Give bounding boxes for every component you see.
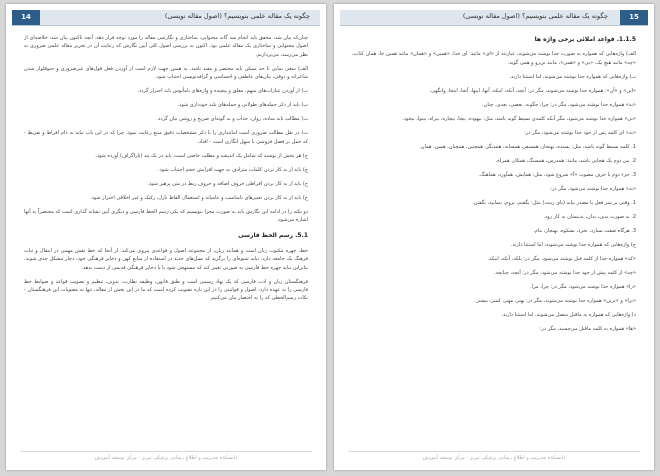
paragraph: 3. هرگاه صفت بسازد، بخرد، بشکوه، بهنجار، بنام.	[533, 227, 636, 234]
paragraph: «به» ای کلمه پس از خود جدا نوشته می‌شود، مگر در:	[524, 129, 636, 136]
paragraph: ج) هر بخش از نوشته که شامل یک اندیشه و مطلب خاصی است، باید در یک بند (پاراگراف) آورده شود.	[95, 152, 308, 159]
paragraph: دو نکته را در ادامه این نگارش باید به صورت مجزا بنویسیم که یکی رسم الخط فارسی و دیگری آیین نشانه گذاری است که مختصراً به آنها اشاره می‌شود.	[24, 208, 308, 224]
paragraph: خ) باید از به کار بردن تعبیرهای نامناسب و عامیانه و استعمال الفاظ نازل، رکیک و غیر اخلاقی احتراز شود.	[90, 194, 308, 201]
paragraph: «به» همواره جدا نوشته می‌شود، مگر در: چرا، چگونه، بعضی، بعدی، چنان.	[482, 101, 636, 108]
paragraph: ت) مطالب باید ساده، روان، جذاب و به گونه‌ای صریح و روشن بیان گردد.	[156, 116, 308, 123]
paragraph: «این» و «آن»: همواره جدا نوشته می‌شوند، مگر در: آنچه، آنکه، اینکه، آنها، اینها، آنجا، اینجا، وانگهی.	[429, 87, 636, 94]
paragraph: 2. بین دوم یک هجایی باشد، مانند: همدرس، همسنگ، همکار، همراه.	[495, 157, 636, 164]
page-header	[340, 10, 648, 26]
page-header	[12, 10, 320, 26]
paragraph: 1. وقتی بر سر فعل یا مصدر بیاید (بای زینت) مثل: بگفتم، بروم، بنمایید، بگفتن.	[472, 199, 636, 206]
paragraph: «ها» همواره به کلمه ماقبل می‌چسبد، مگر در:	[539, 325, 636, 332]
paragraph: ح) باید از به کار بردن افراطی حروف اضافه و حروف ربط در متن پرهیز شود.	[147, 180, 308, 187]
paragraph: ج) واژه‌هایی که همواره جدا نوشته می‌شوند، اما استثنا دارند.	[510, 241, 636, 248]
paragraph: چ) باید از به کار بردن کلمات مترادف به جهت افزایش حجم اجتناب شود.	[158, 166, 308, 173]
paragraph: 2. به صورت بدین، بدان، بدینسان به کار رود.	[543, 213, 636, 220]
page-footer: دانشکده مدیریت و اطلاع رسانی پزشکی تبریز - مرکز توسعه آموزش	[348, 451, 640, 464]
paragraph: چنان‌که بیان شد، محقق باید انجام سه گانه محتوایی، ساختاری و نگارشی مقاله را مورد توجه قرار دهد. آنچه تاکنون بیان شد، خلاصه‌ای از اصول محتوایی و ساختاری یک مقاله علمی بود. اکنون به بررسی اصول کلی آیین نگارش که رعایت آن در تحریر مقاله علمی ضروری به نظر می‌رسد، می‌پردازیم.	[24, 35, 308, 58]
right-page	[334, 4, 654, 470]
paragraph: 3. جزء دوم با حرف مصوت «آ» شروع شود، مثل: همایش، همآورد، هماهنگ.	[478, 171, 636, 178]
page-content	[352, 34, 636, 444]
paragraph: «بی» همواره جدا نوشته می‌شود، مگر آنکه کلمه‌ی بسیط گونه باشد، مثل: بیهوده، بیجا، بیچاره، بیراه، بینوا، بیخود.	[402, 115, 636, 122]
paragraph: خط، چهره مکتوب زبان است و همانند زبان، از مجموعه اصول و قواعدی پیروی می‌کند. از آنجا که خط نقش مهمی در انتقال و ثبات فرهنگ یک جامعه دارد، نباید شیوه‌ای را برگزید که نسل‌های جدید در استفاده از منابع کهن و ذخایر فرهنگی خود، دچار مشکل جدی شوند. بنابراین نباید چهره خط فارسی به صورتی تغییر کند که مستهجن شود یا با ذخایر فرهنگی قدیمی از دست بدهد.	[24, 247, 308, 271]
paragraph: «ترا» و «ترین» همواره جدا نوشته می‌شوند، مگر در: بهتر، مهتر، کمتر، بیشتر.	[474, 297, 636, 304]
paragraph: پ) باید از ذکر جمله‌های طولانی و جمله‌های بلند خودداری شود.	[177, 102, 308, 109]
paragraph: ب) واژه‌هایی که همواره جدا نوشته می‌شوند، اما استثنا دارند.	[509, 73, 636, 80]
paragraph: «که» همواره جدا از کلمه قبل نوشته می‌شود، مگر در: بلکه، آنکه، اینکه.	[487, 255, 636, 262]
paragraph: ث) در نقل مطالب ضروری است امانتداری را با ذکر مشخصات دقیق منبع رعایت نمود، چرا که در این باب نباید به دام افراط و تفریط - که حمل بر فضل فروشی یا سهل انگاری است - افتاد.	[24, 130, 308, 145]
header-title: چگونه یک مقاله علمی بنویسیم؟ (اصول مقاله نویسی)	[462, 12, 608, 20]
paragraph: الف) سعی نمایی تا حد ممکن باید مختصر و مفید باشد. به همین جهت لازم است از آوردن فعل قول‌های غیرضروری و حیوقلوار شدن شاعرانه و ذوقی، بیان‌های عاطفی و احساسی و گزافه‌نویسی اجتناب شود.	[24, 65, 308, 81]
section-heading: 1.1.5. قواعد املائی برخی واژه ها	[534, 36, 636, 43]
section-heading: 5.1. رسم الخط فارسی	[238, 232, 308, 240]
paragraph: 1. کلمه بسیط گونه باشد، مثل: بسنده، بهنجار، همسفر، همسایه، همدیگر، همچنین، همچنان، همین، همان.	[419, 143, 636, 150]
paragraph: «را» همواره جدا نوشته می‌شود، مگر در: چرا، مرا.	[530, 283, 636, 290]
paragraph: ب) از آوردن عبارات‌های مبهم، مغلق و پیچیده و واژه‌های نامأنوس باید احتراز گردد.	[137, 88, 308, 95]
paragraph: الف) واژه‌هایی که همواره به صورت جدا نوشته می‌شوند، عبارتند از «ای» مانند: ای خدا، «همین» و «همان» مانند همین جا، همان کتاب، «چه» مانند هیچ یک، «بی» و «همی»، مانند بی‌رو و همی گوید.	[352, 51, 636, 66]
left-page	[6, 4, 326, 470]
paragraph: «چه» از کلمه پیش از خود جدا نوشته می‌شود، مگر در: آنچه، چنانچه.	[493, 269, 636, 276]
header-title: چگونه یک مقاله علمی بنویسیم؟ (اصول مقاله نویسی)	[164, 12, 310, 20]
page-footer: دانشکده مدیریت و اطلاع رسانی پزشکی تبریز - مرکز توسعه آموزش	[20, 451, 312, 464]
paragraph: «به» همواره جدا نوشته می‌شود، مگر در:	[550, 185, 636, 192]
paragraph: فرهنگستان زبان و ادب فارسی که یک نهاد رسمی است و طبق قانون، وظیفه نظارت، تدوین، تنظیم و تصویب قواعد و ضوابط خط فارسی را به عهده دارد، اصول و قوانینی را در این باره تصویب کرده است که ما در این بخش از مقاله، تنها به مصوبات این فرهنگستان - نکات رسم‌الخطی که را به اختصار بیان می‌کنیم.	[24, 278, 308, 302]
page-number: 15	[620, 10, 648, 25]
page-number: 14	[12, 10, 40, 25]
paragraph: د) واژه‌هایی که همواره به ماقبل متصل می‌شوند، اما استثنا دارند.	[501, 311, 636, 318]
page-content	[24, 34, 308, 444]
